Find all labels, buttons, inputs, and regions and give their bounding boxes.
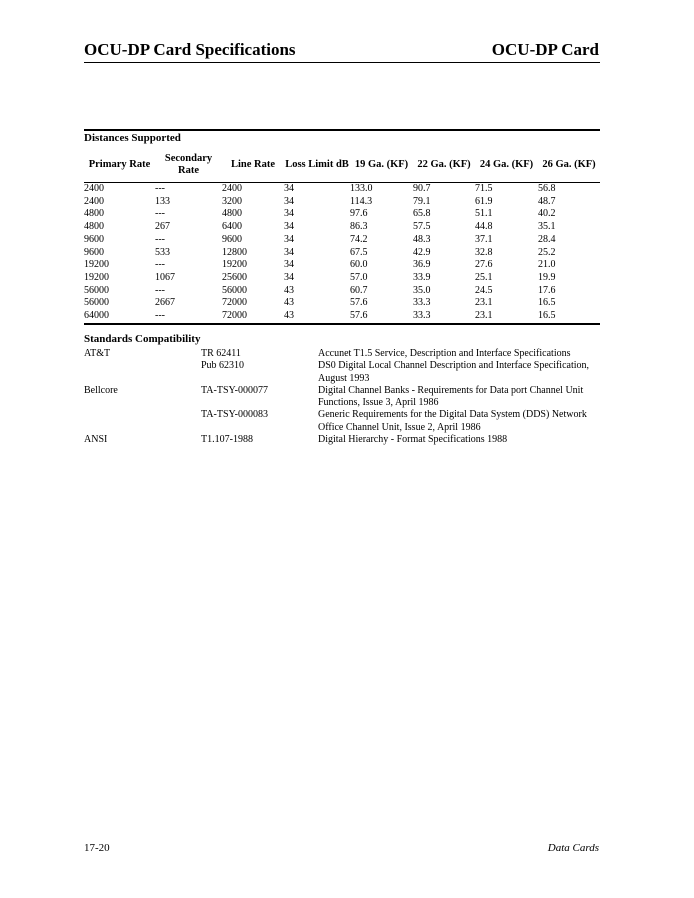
table-cell: 25600: [222, 271, 247, 283]
table-cell: 2667: [155, 297, 175, 309]
table-cell: 79.1: [413, 195, 431, 207]
table-cell: ---: [155, 208, 165, 220]
standards-desc: Digital Channel Banks - Requirements for Data port Channel Unit Functions, Issue 3, April 1986: [318, 384, 584, 409]
standards-desc: DS0 Digital Local Channel Description and Interface Specification, August 1993: [318, 360, 590, 384]
table-cell: 65.8: [413, 208, 431, 220]
table-cell: ---: [155, 284, 165, 296]
table-row: [84, 196, 600, 209]
table-cell: 16.5: [538, 297, 556, 309]
table-cell: ---: [155, 310, 165, 322]
table-cell: 43: [284, 284, 294, 296]
standards-org: AT&T: [84, 348, 111, 359]
table-row: [84, 285, 600, 298]
table-cell: 533: [155, 246, 170, 258]
standards-org: Bellcore: [84, 384, 118, 396]
standards-entry: [84, 409, 600, 434]
table-cell: 57.6: [350, 297, 368, 309]
table-cell: 56000: [84, 297, 109, 309]
header-rule: [84, 62, 600, 63]
table-cell: 4800: [84, 221, 104, 233]
table-cell: 35.1: [538, 221, 556, 233]
standards-entry: [84, 385, 600, 410]
table-cell: 23.1: [475, 297, 493, 309]
table-cell: 2400: [84, 195, 104, 207]
table-cell: 51.1: [475, 208, 493, 220]
table-cell: 19200: [222, 259, 247, 271]
table-row: [84, 208, 600, 221]
table-cell: 19.9: [538, 271, 556, 283]
table-cell: 86.3: [350, 221, 368, 233]
table-row: [84, 310, 600, 324]
table-cell: 57.0: [350, 271, 368, 283]
table-cell: ---: [155, 183, 165, 194]
table-cell: 267: [155, 221, 170, 233]
table-row: [84, 247, 600, 260]
standards-desc: Accunet T1.5 Service, Description and Interface Specifications: [318, 348, 571, 359]
column-header: Secondary Rate: [164, 153, 213, 176]
table-cell: 57.5: [413, 221, 431, 233]
table-cell: 23.1: [475, 310, 493, 322]
table-cell: 34: [284, 259, 294, 271]
table-cell: 19200: [84, 271, 109, 283]
table-cell: 60.7: [350, 284, 368, 296]
standards-entry: [84, 360, 600, 385]
table-cell: 34: [284, 221, 294, 233]
table-cell: 3200: [222, 195, 242, 207]
table-cell: 12800: [222, 246, 247, 258]
table-cell: ---: [155, 233, 165, 245]
column-header: 26 Ga. (KF): [542, 159, 596, 170]
table-cell: ---: [155, 259, 165, 271]
table-cell: 48.3: [413, 233, 431, 245]
table-cell: 4800: [84, 208, 104, 220]
table-cell: 37.1: [475, 233, 493, 245]
table-cell: 90.7: [413, 183, 431, 194]
table-cell: 1067: [155, 271, 175, 283]
distances-table: [84, 148, 600, 325]
standards-list: [84, 348, 600, 446]
column-header: 24 Ga. (KF): [479, 159, 534, 170]
table-row: [84, 297, 600, 310]
page-title: OCU-DP Card Specifications: [84, 40, 296, 59]
table-cell: 33.3: [413, 310, 431, 322]
standards-entry: [84, 434, 600, 446]
column-header: Primary Rate: [88, 159, 151, 170]
standards-doc: TR 62411: [201, 348, 241, 359]
table-cell: 6400: [222, 221, 242, 233]
standards-doc: T1.107-1988: [201, 434, 253, 446]
standards-doc: TA-TSY-000083: [201, 409, 268, 421]
table-cell: 43: [284, 310, 294, 322]
table-cell: 28.4: [538, 233, 556, 245]
table-cell: 33.3: [413, 297, 431, 309]
standards-desc: Digital Hierarchy - Format Specifications 1988: [318, 434, 508, 446]
footer-section: Data Cards: [547, 842, 599, 854]
table-row: [84, 272, 600, 285]
table-cell: 72000: [222, 310, 247, 322]
table-cell: 43: [284, 297, 294, 309]
chapter-title: OCU-DP Card: [491, 40, 599, 59]
table-cell: 61.9: [475, 195, 493, 207]
standards-doc: TA-TSY-000077: [201, 384, 268, 396]
table-cell: 42.9: [413, 246, 431, 258]
table-cell: 21.0: [538, 259, 556, 271]
table-row: [84, 183, 600, 196]
table-cell: 24.5: [475, 284, 493, 296]
standards-entry: [84, 348, 600, 360]
table-cell: 34: [284, 208, 294, 220]
table-cell: 19200: [84, 259, 109, 271]
table-cell: 9600: [84, 246, 104, 258]
table-cell: 25.2: [538, 246, 556, 258]
column-header: Line Rate: [230, 159, 276, 170]
table-cell: 33.9: [413, 271, 431, 283]
distances-top-rule: [84, 129, 600, 131]
table-cell: 114.3: [350, 195, 373, 207]
table-cell: 35.0: [413, 284, 431, 296]
standards-section-title: Standards Compatibility: [84, 333, 201, 345]
column-header: 22 Ga. (KF): [417, 159, 471, 170]
table-cell: 74.2: [350, 233, 368, 245]
column-header: Loss Limit dB: [285, 159, 349, 170]
table-row: [84, 234, 600, 247]
standards-desc: Generic Requirements for the Digital Data System (DDS) Network Office Channel Unit, Issue 2, April 1986: [318, 409, 587, 433]
table-cell: 97.6: [350, 208, 368, 220]
table-cell: 9600: [84, 233, 104, 245]
table-cell: 67.5: [350, 246, 368, 258]
table-cell: 36.9: [413, 259, 431, 271]
table-cell: 27.6: [475, 259, 493, 271]
table-cell: 48.7: [538, 195, 556, 207]
table-cell: 4800: [222, 208, 242, 220]
page-number: 17-20: [84, 842, 110, 854]
table-cell: 56000: [222, 284, 247, 296]
table-cell: 56.8: [538, 183, 556, 194]
table-cell: 34: [284, 183, 294, 194]
distances-header-row: [84, 148, 600, 183]
table-cell: 2400: [222, 183, 242, 194]
table-cell: 2400: [84, 183, 104, 194]
table-cell: 32.8: [475, 246, 493, 258]
table-cell: 133.0: [350, 183, 373, 194]
table-cell: 57.6: [350, 310, 368, 322]
table-cell: 71.5: [475, 183, 493, 194]
table-cell: 72000: [222, 297, 247, 309]
table-row: [84, 259, 600, 272]
table-cell: 34: [284, 195, 294, 207]
table-cell: 25.1: [475, 271, 493, 283]
table-cell: 17.6: [538, 284, 556, 296]
standards-org: ANSI: [84, 434, 108, 446]
table-cell: 40.2: [538, 208, 556, 220]
table-cell: 34: [284, 271, 294, 283]
table-row: [84, 221, 600, 234]
table-cell: 34: [284, 246, 294, 258]
column-header: 19 Ga. (KF): [354, 159, 409, 170]
table-cell: 34: [284, 233, 294, 245]
distances-section-title: Distances Supported: [84, 132, 181, 144]
table-cell: 9600: [222, 233, 242, 245]
table-cell: 60.0: [350, 259, 368, 271]
table-cell: 64000: [84, 310, 109, 322]
standards-doc: Pub 62310: [201, 360, 245, 372]
table-cell: 16.5: [538, 310, 556, 322]
table-cell: 133: [155, 195, 170, 207]
table-cell: 44.8: [475, 221, 493, 233]
table-cell: 56000: [84, 284, 109, 296]
